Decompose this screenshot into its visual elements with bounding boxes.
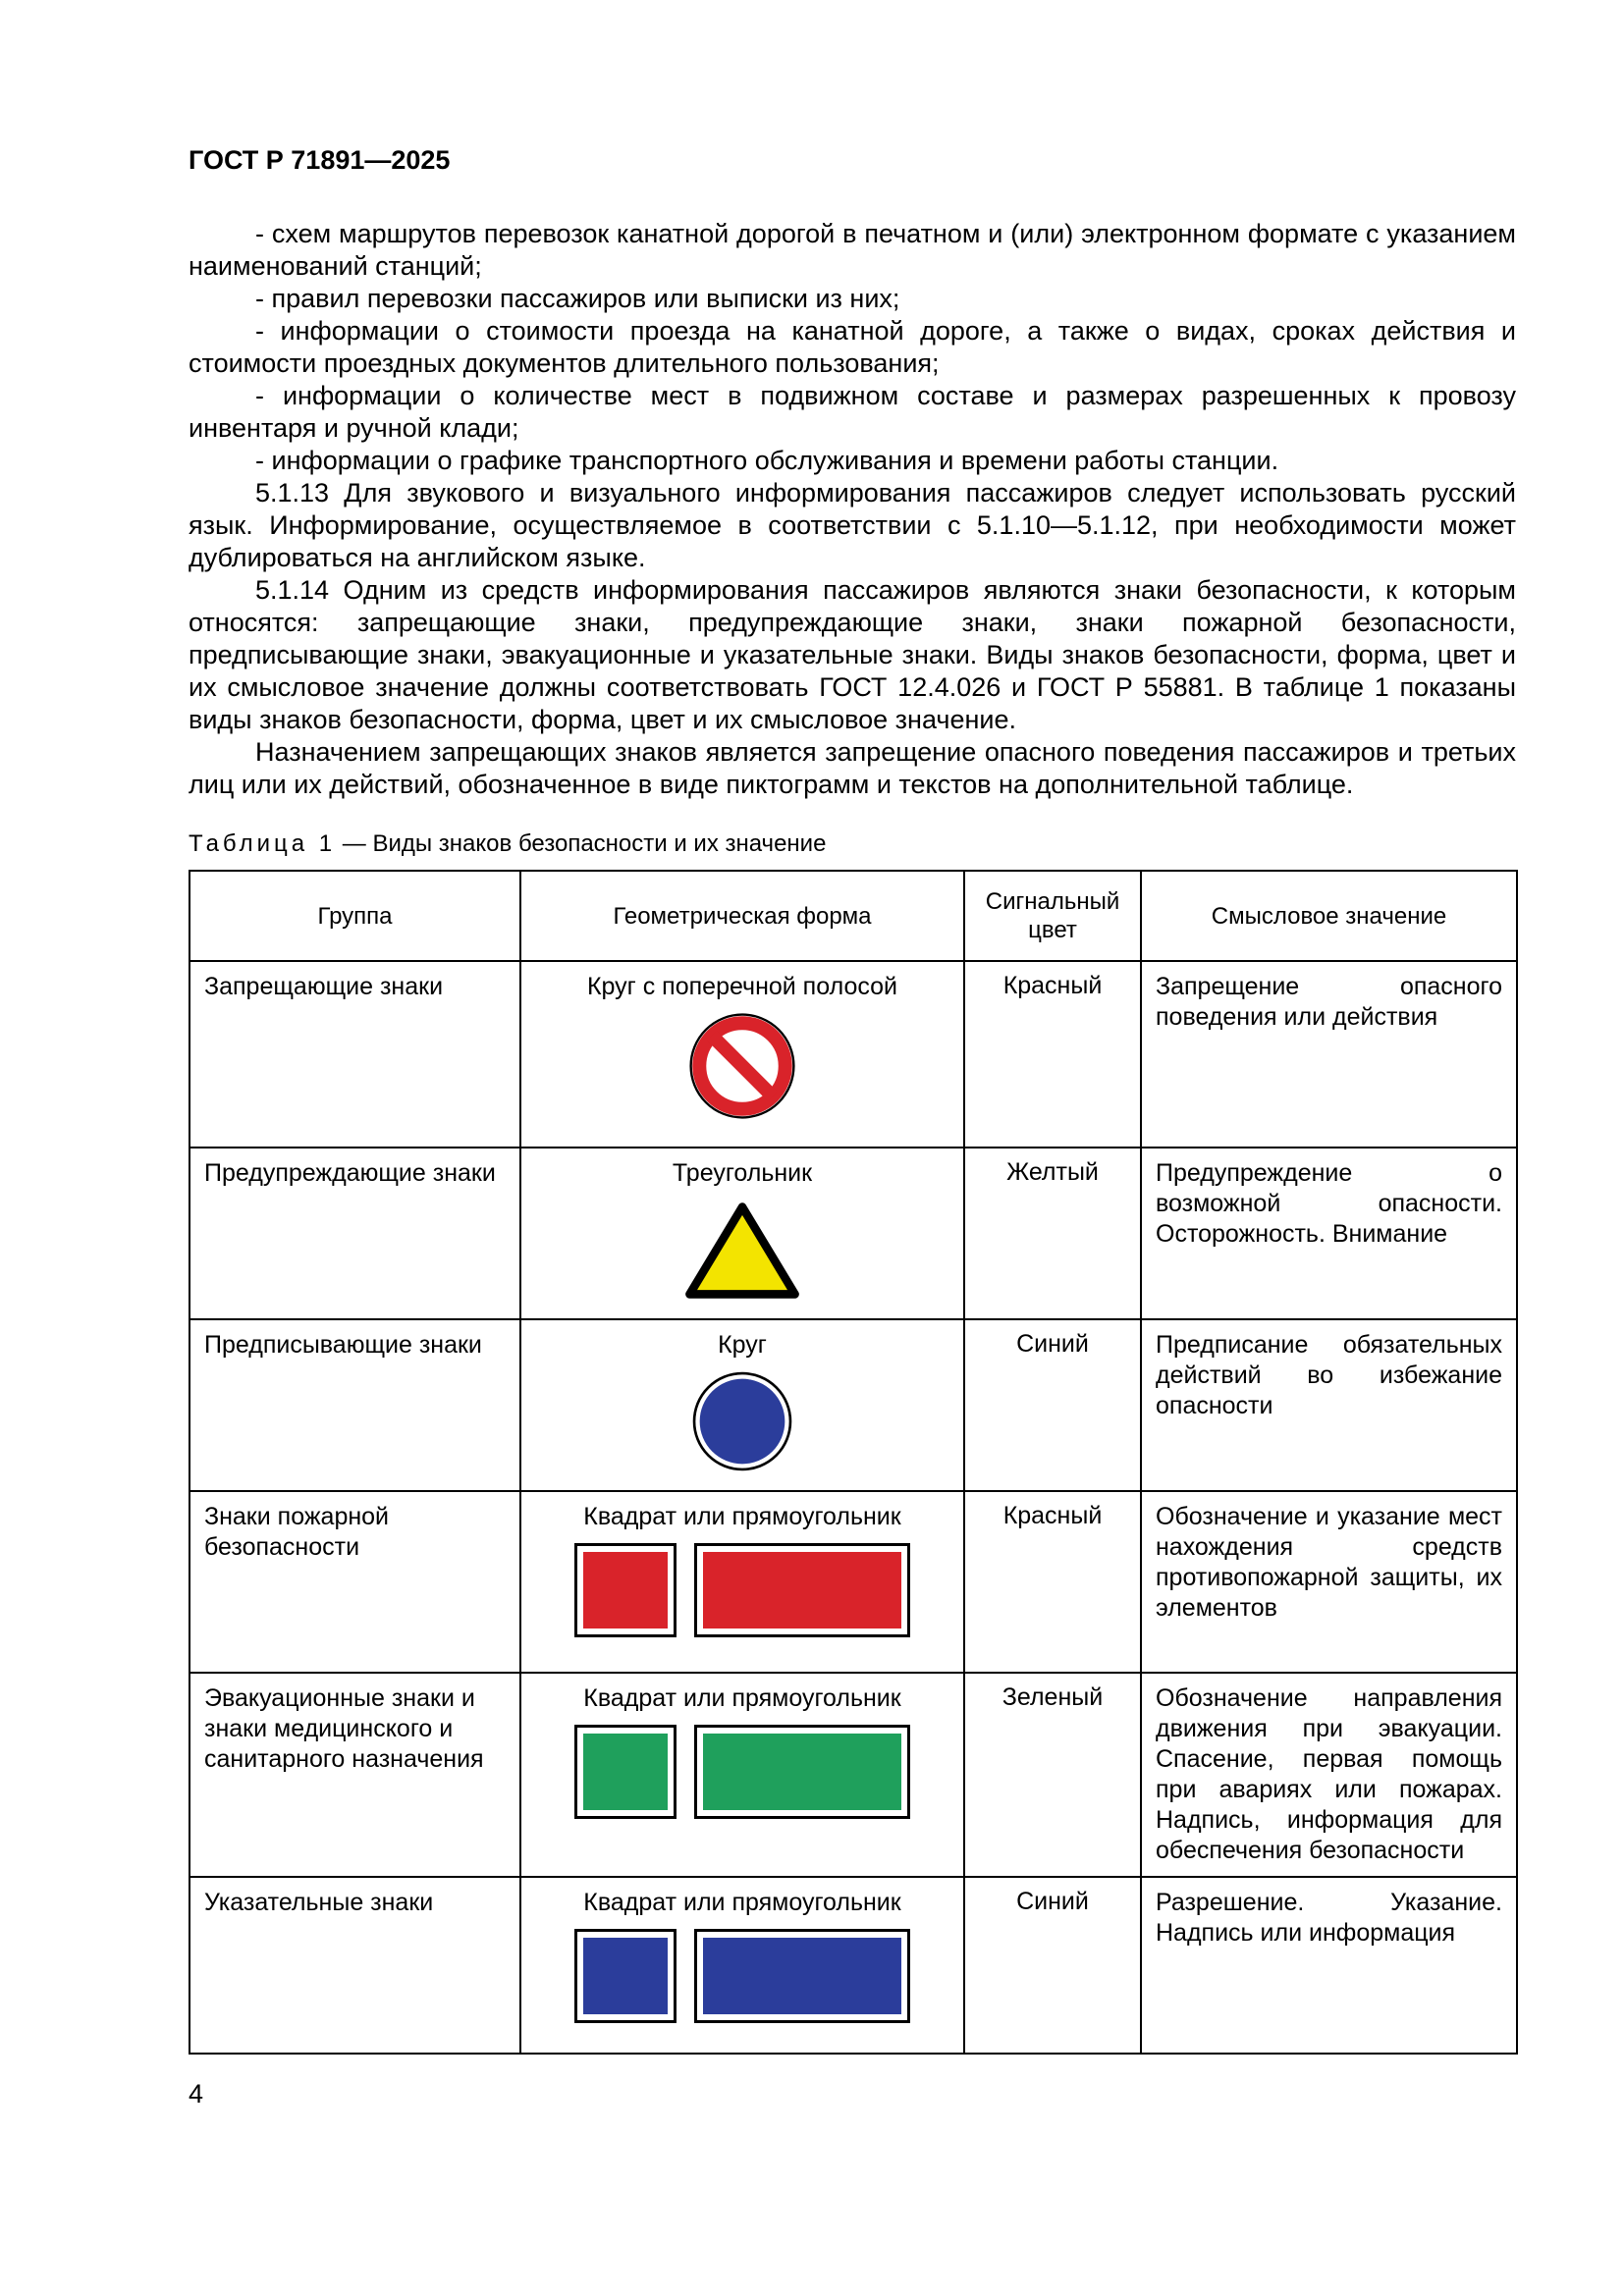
table-caption-label: Таблица 1 xyxy=(189,830,337,857)
form-label: Треугольник xyxy=(672,1159,813,1187)
paragraph-5-1-13: 5.1.13 Для звукового и визуального информирования пассажиров следует использовать русский язык. Информирование, осуществляемое в соответствии с 5.1.10—5.1.12, при необходимости может дублироваться на английском языке. xyxy=(189,478,1516,572)
column-header-form: Геометрическая форма xyxy=(520,871,964,961)
safety-signs-table xyxy=(189,870,1518,2055)
table-row xyxy=(189,1877,1517,2054)
signal-color-cell: Желтый xyxy=(964,1148,1141,1319)
paragraph-prohibition-purpose: Назначением запрещающих знаков является запрещение опасного поведения пассажиров и третьих лиц или их действий, обозначенное в виде пиктограмм и текстов на дополнительной таблице. xyxy=(189,737,1516,799)
signal-color-cell: Синий xyxy=(964,1877,1141,2054)
form-label: Круг с поперечной полосой xyxy=(586,973,897,1000)
meaning-cell: Запрещение опасного поведения или действия xyxy=(1141,961,1517,1148)
group-cell: Запрещающие знаки xyxy=(189,961,520,1148)
evacuation-rect-icon xyxy=(694,1725,910,1819)
fire-safety-square-icon xyxy=(574,1543,677,1637)
group-cell: Предупреждающие знаки xyxy=(189,1148,520,1319)
paragraph-list-item: - информации о количестве мест в подвижном составе и размерах разрешенных к провозу инвентаря и ручной клади; xyxy=(189,381,1516,443)
signal-color-cell: Зеленый xyxy=(964,1673,1141,1877)
table-row xyxy=(189,1491,1517,1673)
indicative-shapes xyxy=(535,1929,949,2023)
table-row xyxy=(189,1319,1517,1491)
doc-header: ГОСТ Р 71891—2025 xyxy=(189,145,451,175)
meaning-cell: Разрешение. Указание. Надпись или информация xyxy=(1141,1877,1517,2054)
meaning-cell: Обозначение и указание мест нахождения средств противопожарной защиты, их элементов xyxy=(1141,1491,1517,1673)
column-header-meaning: Смысловое значение xyxy=(1141,871,1517,961)
form-cell xyxy=(520,1673,964,1877)
table-row xyxy=(189,961,1517,1148)
table-row xyxy=(189,1673,1517,1877)
table-caption xyxy=(189,830,1516,858)
mandatory-circle-svg xyxy=(692,1371,792,1471)
paragraph-list-item: - схем маршрутов перевозок канатной дорогой в печатном и (или) электронном формате с указанием наименований станций; xyxy=(189,219,1516,281)
group-cell: Эвакуационные знаки и знаки медицинского и санитарного назначения xyxy=(189,1673,520,1877)
indicative-rect-icon xyxy=(694,1929,910,2023)
form-cell xyxy=(520,1148,964,1319)
form-label: Квадрат или прямоугольник xyxy=(583,1503,901,1530)
group-cell: Указательные знаки xyxy=(189,1877,520,2054)
evacuation-shapes xyxy=(535,1725,949,1819)
signal-color-cell: Синий xyxy=(964,1319,1141,1491)
mandatory-circle-icon xyxy=(535,1371,949,1471)
form-label: Квадрат или прямоугольник xyxy=(583,1684,901,1712)
group-cell: Предписывающие знаки xyxy=(189,1319,520,1491)
warning-triangle-svg xyxy=(683,1200,801,1302)
meaning-cell: Обозначение направления движения при эвакуации. Спасение, первая помощь при авариях или пожарах. Надпись, информация для обеспечения безопасности xyxy=(1141,1673,1517,1877)
meaning-cell: Предупреждение о возможной опасности. Осторожность. Внимание xyxy=(1141,1148,1517,1319)
form-label: Квадрат или прямоугольник xyxy=(583,1889,901,1916)
table-header-row xyxy=(189,871,1517,961)
page-number: 4 xyxy=(189,2079,204,2109)
indicative-square-icon xyxy=(574,1929,677,2023)
paragraph-list-item: - информации о стоимости проезда на канатной дороге, а также о видах, сроках действия и стоимости проездных документов длительного пользования; xyxy=(189,316,1516,378)
column-header-group: Группа xyxy=(189,871,520,961)
prohibition-sign-svg xyxy=(689,1013,795,1119)
paragraph-list-item: - правил перевозки пассажиров или выписки из них; xyxy=(255,284,900,313)
form-cell xyxy=(520,961,964,1148)
prohibition-sign-icon xyxy=(535,1013,949,1119)
signal-color-cell: Красный xyxy=(964,1491,1141,1673)
column-header-signal-color: Сигнальный цвет xyxy=(964,871,1141,961)
content-area xyxy=(189,218,1516,2055)
paragraph-5-1-14: 5.1.14 Одним из средств информирования пассажиров являются знаки безопасности, к которым относятся: запрещающие знаки, предупреждающие знаки, знаки пожарной безопасности, предписывающие знаки, эвакуационные и указательные знаки. Виды знаков безопасности, форма, цвет и их смысловое значение должны соответствовать ГОСТ 12.4.026 и ГОСТ Р 55881. В таблице 1 показаны виды знаков безопасности, форма, цвет и их смысловое значение. xyxy=(189,575,1516,734)
table-row xyxy=(189,1148,1517,1319)
form-cell xyxy=(520,1319,964,1491)
signal-color-cell: Красный xyxy=(964,961,1141,1148)
form-cell xyxy=(520,1877,964,2054)
form-label: Круг xyxy=(718,1331,767,1359)
warning-triangle-icon xyxy=(535,1200,949,1302)
form-cell xyxy=(520,1491,964,1673)
meaning-cell: Предписание обязательных действий во избежание опасности xyxy=(1141,1319,1517,1491)
fire-safety-rect-icon xyxy=(694,1543,910,1637)
group-cell: Знаки пожарной безопасности xyxy=(189,1491,520,1673)
evacuation-square-icon xyxy=(574,1725,677,1819)
paragraph-list-item: - информации о графике транспортного обслуживания и времени работы станции. xyxy=(255,446,1279,475)
fire-safety-shapes xyxy=(535,1543,949,1637)
table-caption-text: — Виды знаков безопасности и их значение xyxy=(342,830,827,857)
